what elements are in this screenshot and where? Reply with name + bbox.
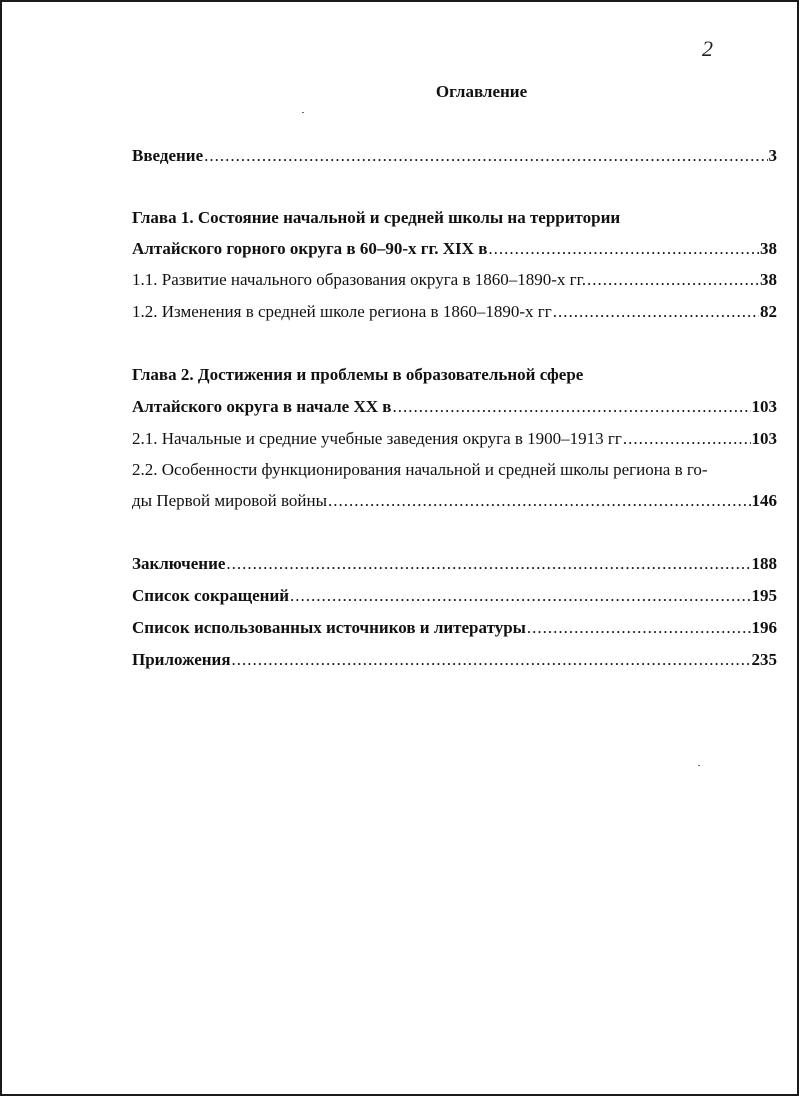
- toc-entry-appendices[interactable]: [132, 650, 777, 670]
- toc-page-number: 103: [751, 429, 777, 448]
- toc-section-2-2[interactable]: [132, 491, 777, 511]
- leader-dots: [232, 650, 751, 670]
- toc-page-number: 146: [751, 491, 777, 510]
- leader-dots: [204, 146, 767, 166]
- toc-entry-conclusion[interactable]: [132, 554, 777, 574]
- toc-entry-label: Список использованных источников и литературы: [132, 618, 526, 637]
- toc-entry-label: Список сокращений: [132, 586, 290, 605]
- toc-entry-label: 1.2. Изменения в средней школе региона в 1860–1890-х гг: [132, 302, 552, 321]
- toc-entry-abbreviations[interactable]: [132, 586, 777, 606]
- toc-section-1-2[interactable]: [132, 302, 777, 322]
- leader-dots: [527, 618, 751, 638]
- toc-page-number: 195: [751, 586, 777, 605]
- leader-dots: [587, 270, 759, 290]
- toc-section-1-1[interactable]: [132, 270, 777, 290]
- leader-dots: [226, 554, 750, 574]
- toc-chapter-1[interactable]: [132, 239, 777, 259]
- toc-chapter-1-title-line1[interactable]: Глава 1. Состояние начальной и средней школы на территории: [132, 208, 621, 227]
- toc-section-2-2-line1[interactable]: 2.2. Особенности функционирования начальной и средней школы региона в го-: [132, 460, 708, 479]
- toc-chapter-2[interactable]: [132, 397, 777, 417]
- leader-dots: [623, 429, 751, 449]
- toc-page-number: 38: [760, 239, 777, 258]
- scan-speck: [302, 112, 304, 113]
- toc-page-number: 188: [751, 554, 777, 573]
- handwritten-page-mark: 2: [702, 36, 713, 61]
- toc-entry-label: ды Первой мировой войны: [132, 491, 328, 510]
- toc-page-number: 196: [751, 618, 777, 637]
- leader-dots: [328, 491, 750, 511]
- toc-page-number: 103: [751, 397, 777, 416]
- toc-entry-label: Введение: [132, 146, 204, 165]
- toc-page-number: 235: [751, 650, 777, 669]
- toc-page-number: 3: [768, 146, 777, 165]
- toc-entry-label: 1.1. Развитие начального образования округа в 1860–1890-х гг.: [132, 270, 586, 289]
- toc-section-2-1[interactable]: [132, 429, 777, 449]
- toc-entry-label: Заключение: [132, 554, 226, 573]
- toc-entry-label: Алтайского округа в начале XX в: [132, 397, 392, 416]
- toc-entry-label: Алтайского горного округа в 60–90-х гг. XIX в: [132, 239, 488, 258]
- leader-dots: [553, 302, 759, 322]
- toc-page-number: 82: [760, 302, 777, 321]
- toc-chapter-2-title-line1[interactable]: Глава 2. Достижения и проблемы в образовательной сфере: [132, 365, 584, 384]
- toc-page-number: 38: [760, 270, 777, 289]
- toc-entry-sources[interactable]: [132, 618, 777, 638]
- toc-entry-intro[interactable]: [132, 146, 777, 166]
- scan-speck: [698, 765, 700, 766]
- leader-dots: [488, 239, 759, 259]
- leader-dots: [290, 586, 750, 606]
- leader-dots: [392, 397, 750, 417]
- toc-entry-label: 2.1. Начальные и средние учебные заведения округа в 1900–1913 гг: [132, 429, 622, 448]
- toc-entry-label: Приложения: [132, 650, 231, 669]
- page-title: Оглавление: [435, 82, 528, 101]
